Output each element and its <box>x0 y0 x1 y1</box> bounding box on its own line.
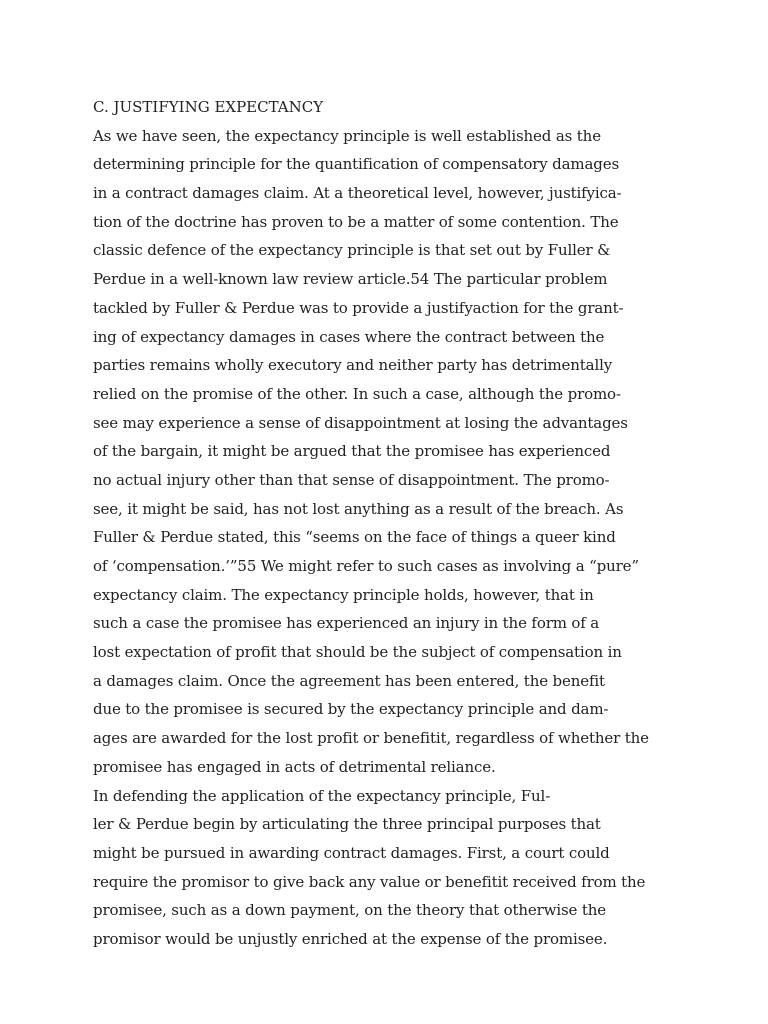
text-line: lost expectation of profit that should be the subject of compensation in <box>93 643 622 662</box>
text-line: parties remains wholly executory and neither party has detrimentally <box>93 356 613 375</box>
text-line: classic defence of the expectancy principle is that set out by Fuller & <box>93 241 611 260</box>
text-line: in a contract damages claim. At a theoretical level, however, justifyica- <box>93 184 622 203</box>
text-line: determining principle for the quantification of compensatory damages <box>93 155 620 174</box>
text-line: might be pursued in awarding contract damages. First, a court could <box>93 843 610 862</box>
text-line: tion of the doctrine has proven to be a matter of some contention. The <box>93 212 619 231</box>
text-line: such a case the promisee has experienced an injury in the form of a <box>93 614 600 633</box>
text-line: of the bargain, it might be argued that the promisee has experienced <box>93 442 611 461</box>
text-line: see may experience a sense of disappointment at losing the advantages <box>93 413 628 432</box>
text-line: As we have seen, the expectancy principle is well established as the <box>93 126 601 145</box>
text-line: due to the promisee is secured by the expectancy principle and dam- <box>93 700 609 719</box>
text-line: a damages claim. Once the agreement has been entered, the benefit <box>93 671 605 690</box>
text-line: relied on the promise of the other. In such a case, although the promo- <box>93 384 621 403</box>
text-line: no actual injury other than that sense of disappointment. The promo- <box>93 470 610 489</box>
text-line: ages are awarded for the lost profit or benefitit, regardless of whether the <box>93 729 649 748</box>
text-line: ler & Perdue begin by articulating the three principal purposes that <box>93 815 601 834</box>
text-line: of ‘compensation.’”55 We might refer to such cases as involving a “pure” <box>93 557 639 575</box>
text-line: promisee has engaged in acts of detrimental reliance. <box>93 757 496 776</box>
text-line: expectancy claim. The expectancy principle holds, however, that in <box>93 585 594 604</box>
text-line: In defending the application of the expectancy principle, Ful- <box>93 786 551 805</box>
text-line: Fuller & Perdue stated, this “seems on the face of things a queer kind <box>93 528 616 547</box>
text-line: ing of expectancy damages in cases where the contract between the <box>93 327 605 346</box>
text-line: see, it might be said, has not lost anything as a result of the breach. As <box>93 499 624 518</box>
body-text <box>93 93 733 954</box>
text-line: tackled by Fuller & Perdue was to provide a justifyaction for the grant- <box>93 298 624 317</box>
text-line: Perdue in a well-known law review article.54 The particular problem <box>93 270 608 289</box>
section-heading: C. JUSTIFYING EXPECTANCY <box>93 98 324 116</box>
text-line: promisor would be unjustly enriched at the expense of the promisee. <box>93 929 608 948</box>
text-line: promisee, such as a down payment, on the theory that otherwise the <box>93 901 607 920</box>
text-line: require the promisor to give back any value or benefitit received from the <box>93 872 646 891</box>
